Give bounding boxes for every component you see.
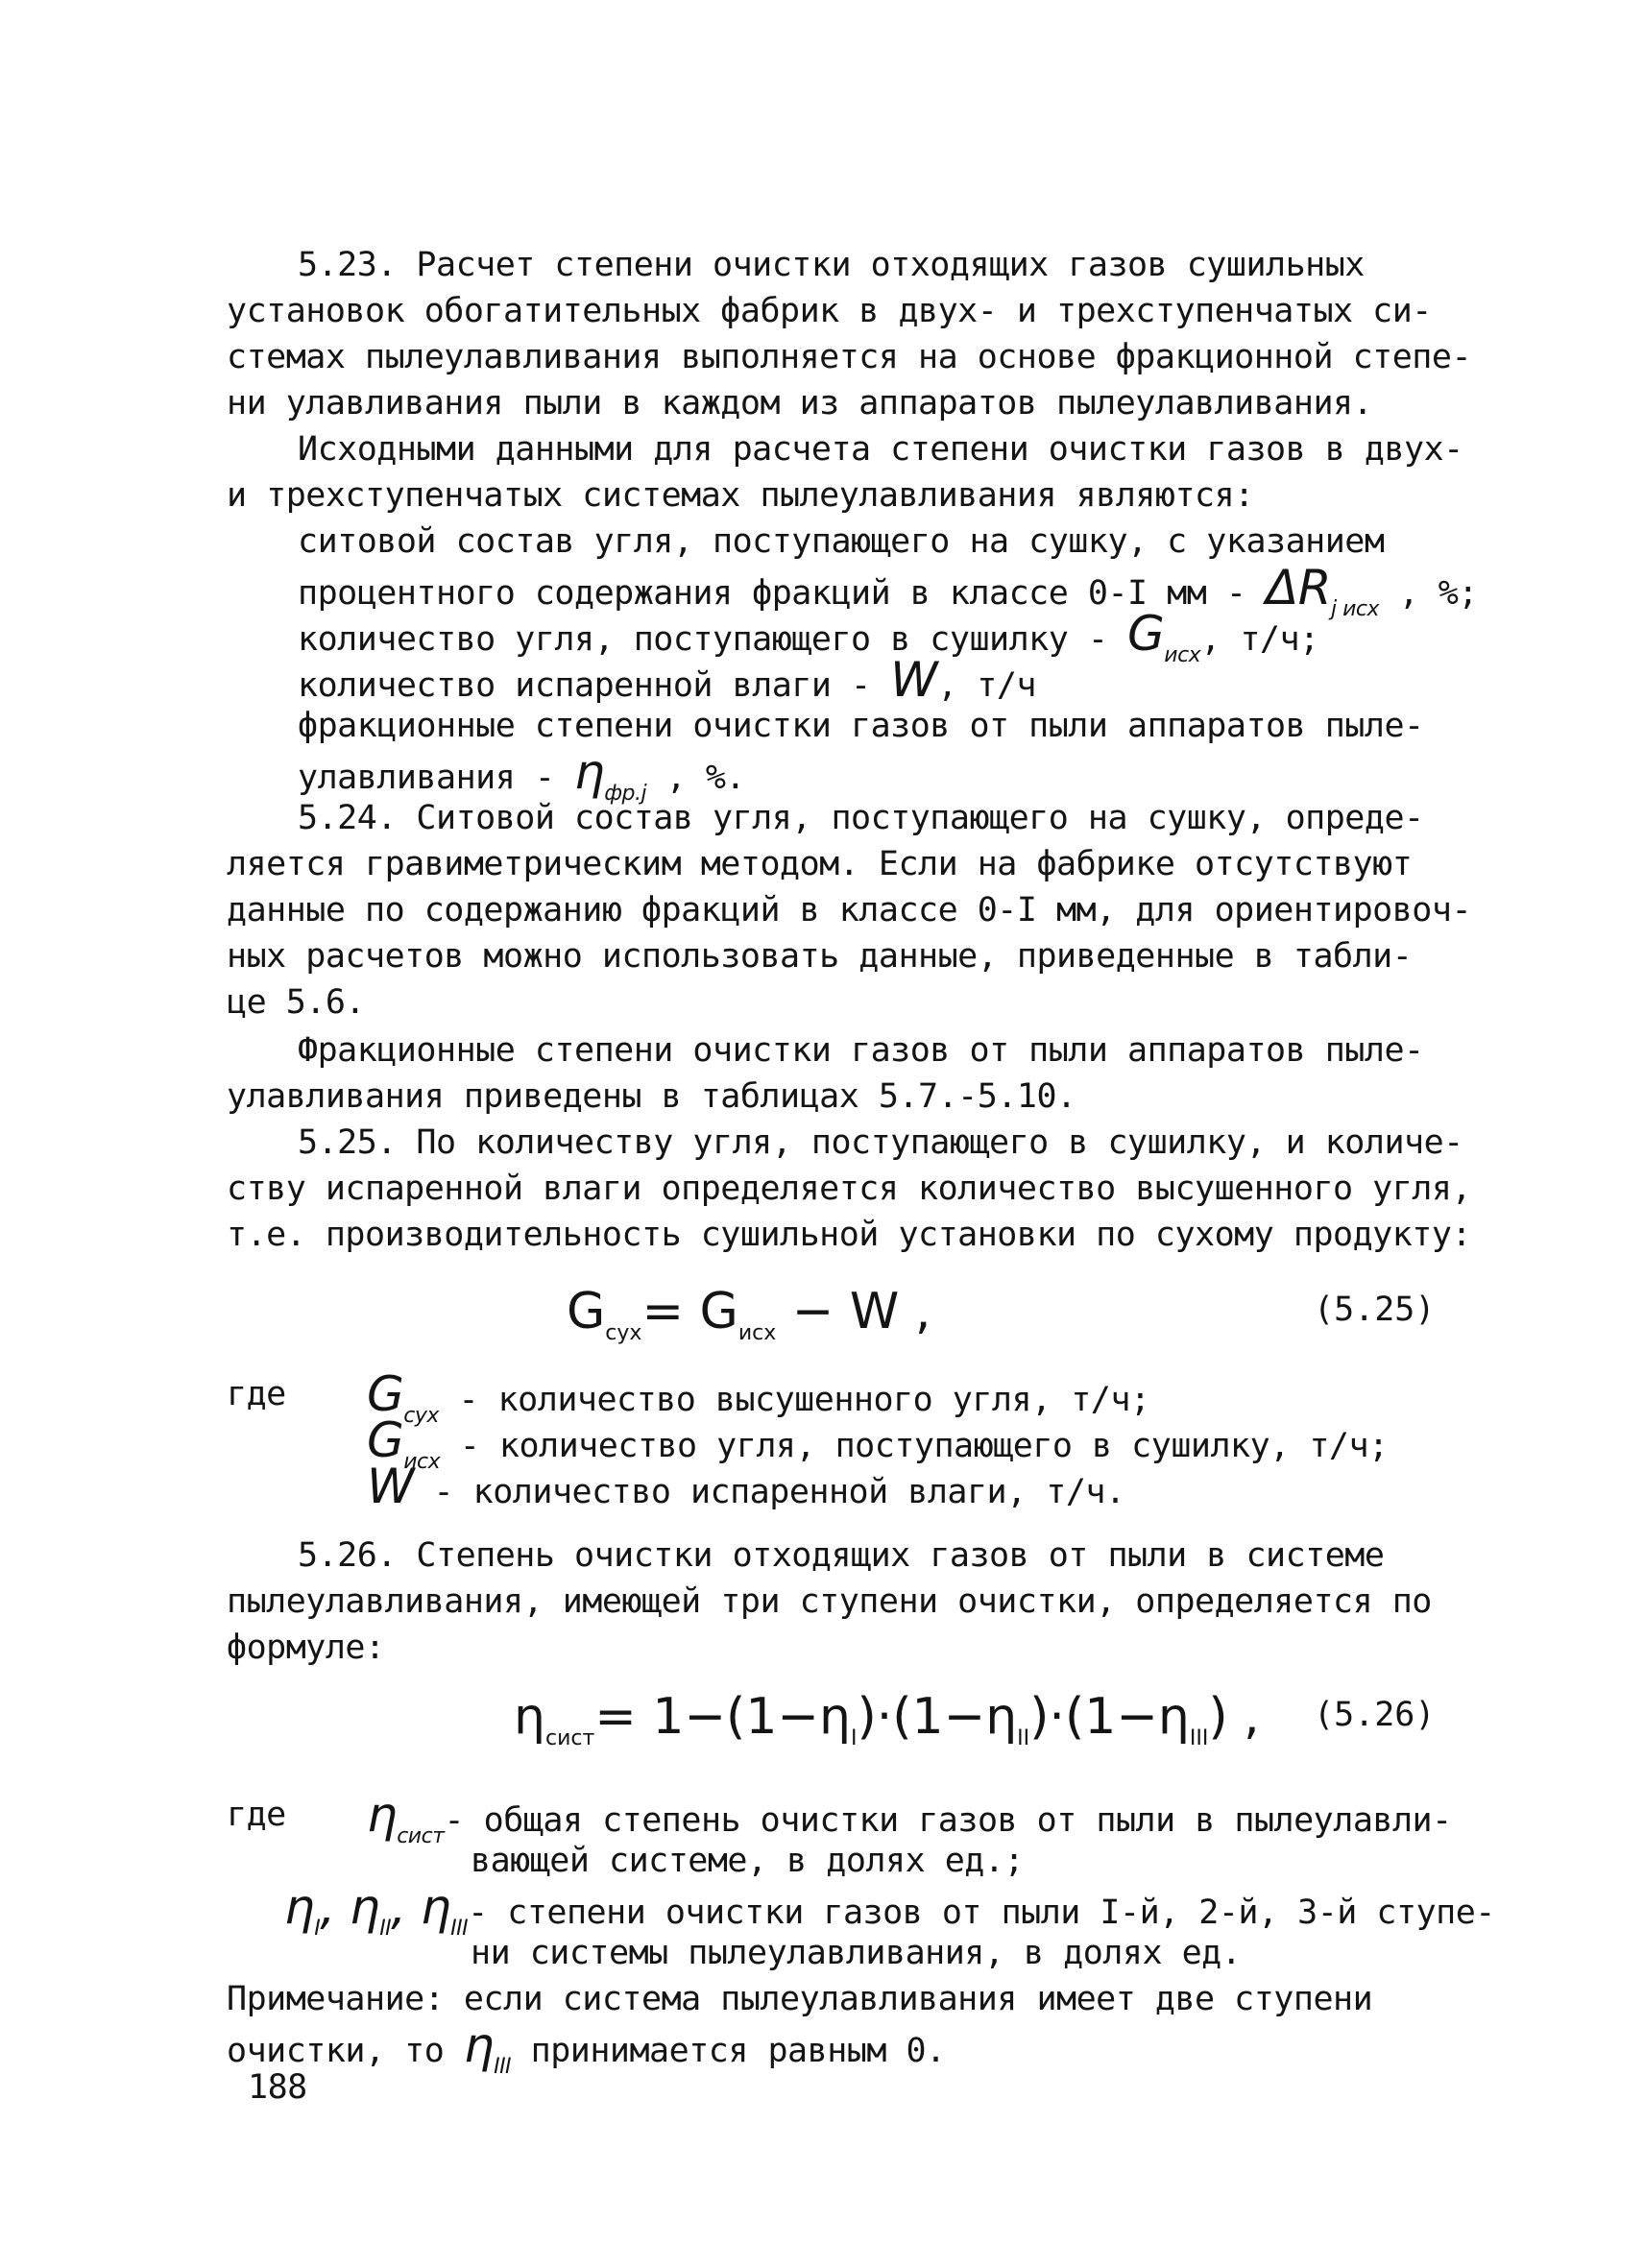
where-label-5-26: где [227, 1796, 286, 1834]
definition-w: W - количество испаренной влаги, т/ч. [367, 1459, 1125, 1514]
page-number: 188 [248, 2068, 307, 2107]
paragraph-5-26-line-2: пылеулавливания, имеющей три ступени очистки, определяется по [227, 1582, 1432, 1621]
g-symbol: G [1127, 606, 1165, 662]
paragraph-5-26-line-3: формуле: [227, 1629, 385, 1667]
definition-g-initial: $G_{исх}$ - количество угля, поступающего в сушилку, т/ч; [367, 1412, 1389, 1474]
paragraph-5-23-line-3: стемах пылеулавливания выполняется на основе фракционной степе- [227, 338, 1472, 376]
note-line-2: очистки, то $\eta_{III}$ принимается равным 0. [227, 2017, 946, 2079]
definition-g-dry: $G_{сух}$ - количество высушенного угля, т/ч; [367, 1366, 1150, 1428]
paragraph-5-25-line-1: 5.25. По количеству угля, поступающего в сушилку, и количе- [298, 1123, 1463, 1162]
paragraph-5-24-line-3: данные по содержанию фракций в классе 0-I мм, для ориентировоч- [227, 891, 1472, 929]
input-item-fraction-content: процентного содержания фракций в классе 0-I мм - $\Delta R_{j исх}$ , %; [298, 560, 1478, 621]
paragraph-5-25-line-3: т.е. производительность сушильной установки по сухому продукту: [227, 1216, 1472, 1254]
input-item-sieve-composition: ситовой состав угля, поступающего на сушку, с указанием [298, 522, 1385, 561]
definition-eta-system-line-2: вающей системе, в долях ед.; [471, 1842, 1025, 1880]
note-line-1: Примечание: если система пылеулавливания имеет две ступени [227, 1980, 1373, 2018]
input-item-fractional-efficiency-line-2: улавливания - $\eta_{фр.j}$ , %. [298, 744, 745, 806]
paragraph-5-25-line-2: ству испаренной влаги определяется количество высушенного угля, [227, 1170, 1472, 1208]
paragraph-5-23-line-1: 5.23. Расчет степени очистки отходящих газов сушильных [298, 246, 1365, 284]
paragraph-5-24-line-2: ляется гравиметрическим методом. Если на фабрике отсутствуют [227, 845, 1413, 883]
paragraph-5-24-line-4: ных расчетов можно использовать данные, приведенные в табли- [227, 937, 1413, 976]
paragraph-5-24-line-1: 5.24. Ситовой состав угля, поступающего на сушку, опреде- [298, 799, 1424, 837]
definition-eta-system: $\eta_{сист}-$ общая степень очистки газов от пыли в пылеулавли- [367, 1787, 1452, 1848]
input-item-evaporated-moisture: количество испаренной влаги - W, т/ч [298, 652, 1036, 708]
paragraph-5-24-line-5: це 5.6. [227, 983, 366, 1022]
paragraph-fractional-line-1: Фракционные степени очистки газов от пыли аппаратов пыле- [298, 1031, 1424, 1070]
eta-symbol: η [574, 744, 605, 800]
where-label-5-25: где [227, 1375, 286, 1413]
delta-r-symbol: ΔR [1266, 560, 1331, 615]
formula-number-5-25: (5.25) [1314, 1291, 1436, 1329]
paragraph-input-data-line-1: Исходными данными для расчета степени очистки газов в двух- [298, 430, 1463, 469]
paragraph-5-26-line-1: 5.26. Степень очистки отходящих газов от пыли в системе [298, 1536, 1385, 1575]
paragraph-input-data-line-2: и трехступенчатых системах пылеулавливания являются: [227, 476, 1254, 515]
paragraph-5-23-line-2: установок обогатительных фабрик в двух- и трехступенчатых си- [227, 292, 1432, 330]
paragraph-fractional-line-2: улавливания приведены в таблицах 5.7.-5.10. [227, 1077, 1076, 1116]
input-item-fractional-efficiency-line-1: фракционные степени очистки газов от пыли аппаратов пыле- [298, 707, 1424, 745]
formula-5-25: $G_{сух}= G_{исх} - W$ , [567, 1283, 931, 1345]
definition-eta-stages-line-2: ни системы пылеулавливания, в долях ед. [471, 1934, 1242, 1972]
w-symbol: W [890, 652, 938, 708]
definition-eta-stages: $\eta_I$, $\eta_{II}$, $\eta_{III}-$ степени очистки газов от пыли I-й, 2-й, 3-й ступе- [284, 1879, 1495, 1941]
input-item-coal-amount: количество угля, поступающего в сушилку - $G_{исх}$, т/ч; [298, 606, 1319, 667]
paragraph-5-23-line-4: ни улавливания пыли в каждом из аппаратов пылеулавливания. [227, 384, 1373, 422]
formula-number-5-26: (5.26) [1314, 1696, 1436, 1734]
formula-5-26: $\eta_{сист}= 1-(1-\eta_I)\cdot(1-\eta_{II})\cdot(1-\eta_{III})$ , [514, 1688, 1260, 1750]
